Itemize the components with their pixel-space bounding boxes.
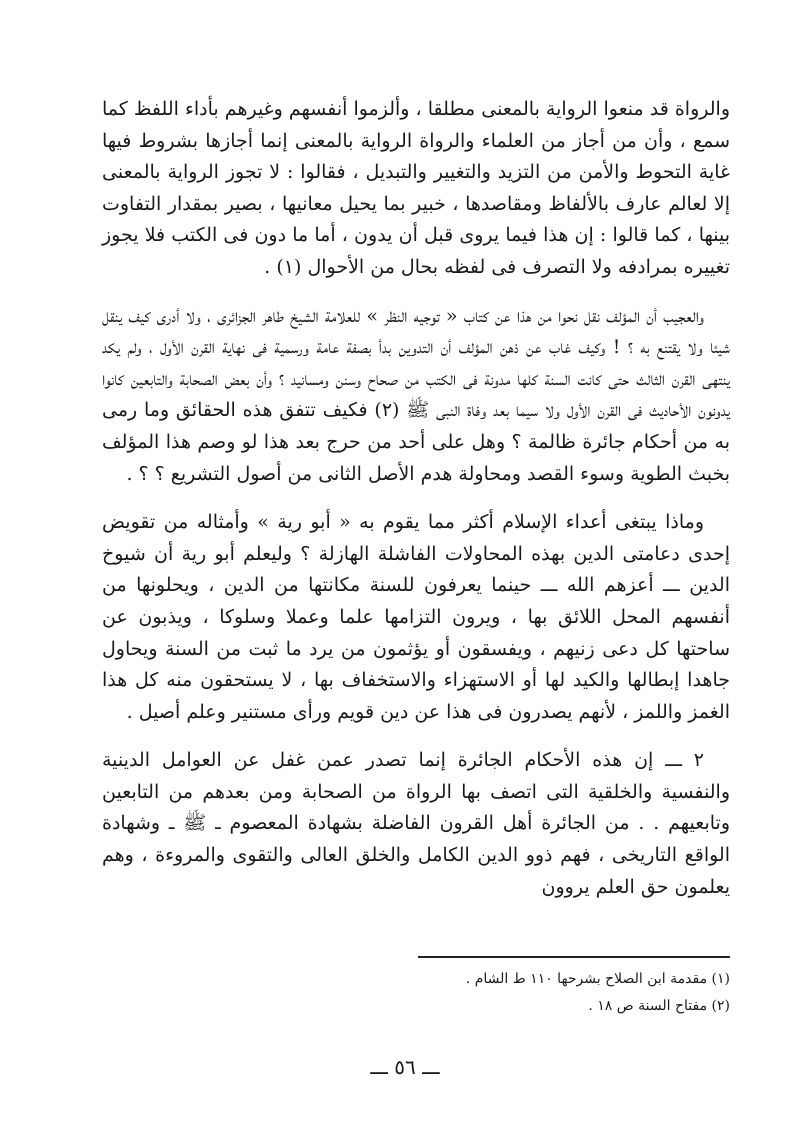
page-number: ـــ ٥٦ ـــ (370, 1055, 440, 1079)
main-text (102, 94, 730, 920)
paragraph-3: وماذا يبتغى أعداء الإسلام أكثر مما يقوم به « أبو رية » وأمثاله من تقويض إحدى دعامتى الدين بهذه المحاولات الفاشلة الهازلة ؟ وليعلم أبو رية أن شيوخ الدين ـــ أعزهم الله ـــ حينما يعرفون للسنة مكانتها من الدين ، ويحلونها من أنفسهم المحل اللائق بها ، ويرون التزامها علما وعملا وسلوكا ، ويذبون عن ساحتها كل دعى زنيهم ، ويفسقون أو يؤثمون من يرد ما ثبت من السنة ويحاول جاهدا إبطالها والكيد لها أو الاستهزاء والاستخفاف بها ، لا يستحقون منه كل هذا الغمز واللمز ، لأنهم يصدرون فى هذا عن دين قويم ورأى مستنير وعلم أصيل . (102, 511, 730, 723)
paragraph-1: والرواة قد منعوا الرواية بالمعنى مطلقا ، وألزموا أنفسهم وغيرهم بأداء اللفظ كما سمع ، وأن من أجاز من العلماء والرواة الرواية بالمعنى إنما أجازها بشروط فيها غاية التحوط والأمن من التزيد والتغيير والتبديل ، فقالوا : لا تجوز الرواية بالمعنى إلا لعالم عارف بالألفاظ ومقاصدها ، خبير بما يحيل معانيها ، بصير بمقدار التفاوت بينها ، كما قالوا : إن هذا فيما يروى قبل أن يدون ، أما ما دون فى الكتب فلا يجوز تغييره بمرادفه ولا التصرف فى لفظه بحال من الأحوال (١) . (102, 98, 730, 278)
paragraph-2: والعجيب أن المؤلف نقل نحوا من هذا عن كتاب « توجيه النظر » للعلامة الشيخ طاهر الجزائرى ، ولا أدرى كيف ينقل شيئا ولا يقتنع به ؟ ! وكيف غاب عن ذهن المؤلف أن التدوين بدأ بصفة عامة ورسمية فى نهاية القرن الأول ، ولم يكد ينتهى القرن الثالث حتى كانت السنة كلها مدونة فى الكتب من صحاح وسنن ومسانيد ؟ وأن بعض الصحابة والتابعين كانوا يدونون الأحاديث فى القرن الأول ولا سيما بعد وفاة النبى ﷺ (٢) فكيف تتفق هذه الحقائق وما رمى به من أحكام جائرة ظالمة ؟ وهل على أحد من حرج بعد هذا لو وصم هذا المؤلف بخبث الطوية وسوء القصد ومحاولة هدم الأصل الثانى من أصول التشريع ؟ ؟ . (102, 304, 731, 485)
footnotes (300, 966, 730, 1020)
footnote-divider (418, 956, 730, 958)
footnote-1: (١) مقدمة ابن الصلاح بشرحها ١١٠ ط الشام . (465, 971, 730, 987)
paragraph-4: ٢ ـــ إن هذه الأحكام الجائرة إنما تصدر عمن غفل عن العوامل الدينية والنفسية والخلقية التى اتصف بها الرواة من الصحابة ومن بعدهم من التابعين وتابعيهم . . من الجائرة أهل القرون الفاضلة بشهادة المعصوم ـ ﷺ ـ وشهادة الواقع التاريخى ، فهم ذوو الدين الكامل والخلق العالى والتقوى والمروءة ، وهم يعلمون حق العلم يروون (102, 749, 730, 898)
footnote-2: (٢) مفتاح السنة ص ١٨ . (588, 998, 730, 1014)
